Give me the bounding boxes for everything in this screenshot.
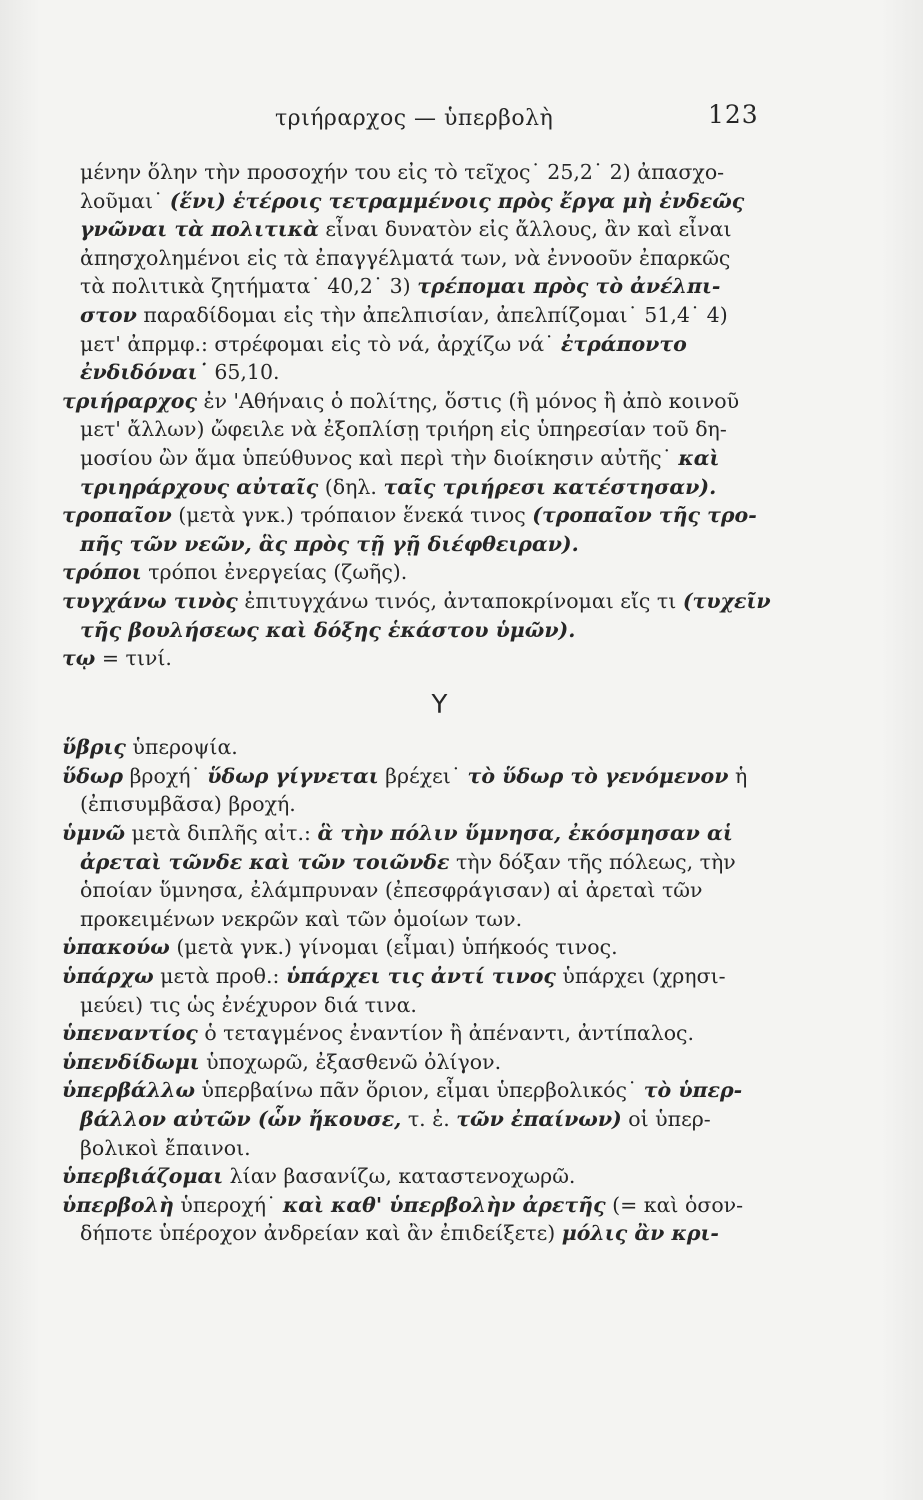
text-line: τὰ πολιτικὰ ζητήματα˙ 40,2˙ 3) τρέπομαι πρὸς τὸ ἀνέλπι- bbox=[80, 274, 721, 299]
headword: ὑπερβολὴ bbox=[62, 1192, 174, 1217]
text-line: μένην ὅλην τὴν προσοχήν του εἰς τὸ τεῖχος˙ 25,2˙ 2) ἀπασχο- bbox=[80, 160, 725, 184]
entry-hyperbiazomai: ὑπερβιάζομαι λίαν βασανίζω, καταστενοχωρῶ. bbox=[62, 1164, 576, 1189]
text-line: προκειμένων νεκρῶν καὶ τῶν ὁμοίων των. bbox=[80, 906, 523, 931]
headword: ὕβρις bbox=[62, 735, 126, 760]
headword: ὑπάρχω bbox=[62, 964, 154, 989]
entry-hypendidomi: ὑπενδίδωμι ὑποχωρῶ, ἐξασθενῶ ὀλίγον. bbox=[62, 1049, 502, 1074]
headword: ὑμνῶ bbox=[62, 821, 125, 846]
text-line: δήποτε ὑπέροχον ἀνδρείαν καὶ ἂν ἐπιδείξετε) μόλις ἂν κρι- bbox=[80, 1221, 719, 1246]
text-line: (ἐπισυμβᾶσα) βροχή. bbox=[80, 792, 296, 817]
entry-hyperbole: ὑπερβολὴ ὑπεροχή˙ καὶ καθ' ὑπερβολὴν ἀρετῆς (= καὶ ὁσον- bbox=[62, 1192, 744, 1217]
text-line: ἀρεταὶ τῶνδε καὶ τῶν τοιῶνδε τὴν δόξαν τῆς πόλεως, τὴν bbox=[80, 849, 736, 874]
entry-tygchano: τυγχάνω τινὸς ἐπιτυγχάνω τινός, ἀνταποκρίνομαι εἴς τι (τυχεῖν bbox=[62, 588, 771, 613]
headword: τριήραρχος bbox=[62, 388, 197, 413]
entry-hyperballo: ὑπερβάλλω ὑπερβαίνω πᾶν ὅριον, εἶμαι ὑπερβολικός˙ τὸ ὑπερ- bbox=[62, 1078, 743, 1103]
entry-hydor: ὕδωρ βροχή˙ ὕδωρ γίγνεται βρέχει˙ τὸ ὕδωρ τὸ γενόμενον ἡ bbox=[62, 763, 748, 788]
entry-tropaion: τροπαῖον (μετὰ γνκ.) τρόπαιον ἕνεκά τινος (τροπαῖον τῆς τρο- bbox=[62, 503, 757, 528]
headword: ὕδωρ bbox=[62, 763, 124, 788]
headword: ὑπεναντίος bbox=[62, 1021, 198, 1046]
text-line: μοσίου ὢν ἅμα ὑπεύθυνος καὶ περὶ τὴν διοίκησιν αὐτῆς˙ καὶ bbox=[80, 445, 720, 470]
page-number: 123 bbox=[708, 100, 759, 129]
text-line: ἐνδιδόναι˙ 65,10. bbox=[80, 360, 280, 385]
entry-to: τῳ = τινί. bbox=[62, 646, 172, 671]
headword: ὑπερβάλλω bbox=[62, 1078, 195, 1103]
text-line: ὁποίαν ὕμνησα, ἐλάμπρυναν (ἐπεσφράγισαν) αἱ ἀρεταὶ τῶν bbox=[80, 878, 703, 903]
text-line: μετ' ἄλλων) ὤφειλε νὰ ἐξοπλίσῃ τριήρη εἰς ὑπηρεσίαν τοῦ δη- bbox=[80, 417, 727, 442]
headword: τυγχάνω τινὸς bbox=[62, 588, 238, 613]
text-line: στον παραδίδομαι εἰς τὴν ἀπελπισίαν, ἀπελπίζομαι˙ 51,4˙ 4) bbox=[80, 302, 728, 327]
headword: ὑπενδίδωμι bbox=[62, 1049, 200, 1074]
text-line: βάλλον αὐτῶν (ὧν ἤκουσε, τ. ἐ. τῶν ἐπαίνων) οἱ ὑπερ- bbox=[80, 1107, 711, 1131]
text-line: λοῦμαι˙ (ἕνι) ἑτέροις τετραμμένοις πρὸς ἔργα μὴ ἐνδεῶς bbox=[80, 188, 745, 213]
text-line: μετ' ἀπρμφ.: στρέφομαι εἰς τὸ νά, ἀρχίζω νά˙ ἐτράποντο bbox=[80, 331, 687, 356]
headword: τροπαῖον bbox=[62, 503, 172, 528]
page-header bbox=[0, 100, 923, 140]
section-letter: Υ bbox=[431, 689, 448, 720]
entry-hypakouo: ὑπακούω (μετὰ γνκ.) γίνομαι (εἶμαι) ὑπήκοός τινος. bbox=[62, 935, 618, 960]
text-line: πῆς τῶν νεῶν, ἃς πρὸς τῇ γῇ διέφθειραν). bbox=[80, 531, 579, 556]
entry-hybris: ὕβρις ὑπεροψία. bbox=[62, 735, 238, 760]
entry-tririarchos: τριήραρχος ἐν 'Αθήναις ὁ πολίτης, ὅστις (ἢ μόνος ἢ ἀπὸ κοινοῦ bbox=[62, 388, 740, 413]
entry-hypenantios: ὑπεναντίος ὁ τεταγμένος ἐναντίον ἢ ἀπέναντι, ἀντίπαλος. bbox=[62, 1021, 695, 1046]
entry-tropoi: τρόποι τρόποι ἐνεργείας (ζωῆς). bbox=[62, 560, 408, 585]
headword: ὑπερβιάζομαι bbox=[62, 1164, 224, 1189]
entry-hymno: ὑμνῶ μετὰ διπλῆς αἰτ.: ἃ τὴν πόλιν ὕμνησα, ἐκόσμησαν αἱ bbox=[62, 821, 733, 846]
text-line: τῆς βουλήσεως καὶ δόξης ἑκάστου ὑμῶν). bbox=[80, 617, 576, 642]
text-line: ἀπησχολημένοι εἰς τὰ ἐπαγγέλματά των, νὰ ἐννοοῦν ἐπαρκῶς bbox=[80, 245, 731, 270]
headword: ὑπακούω bbox=[62, 935, 170, 960]
text-line: βολικοὶ ἔπαινοι. bbox=[80, 1135, 251, 1160]
text-line: μεύει) τις ὡς ἐνέχυρον διά τινα. bbox=[80, 992, 417, 1017]
text-line: γνῶναι τὰ πολιτικὰ εἶναι δυνατὸν εἰς ἄλλους, ἂν καὶ εἶναι bbox=[80, 217, 732, 242]
dictionary-text bbox=[62, 158, 782, 1248]
running-title: τριήραρχος — ὑπερβολὴ bbox=[275, 106, 554, 131]
entry-hyparcho: ὑπάρχω μετὰ προθ.: ὑπάρχει τις ἀντί τινος ὑπάρχει (χρησι- bbox=[62, 964, 726, 989]
text-line: τριηράρχους αὐταῖς (δηλ. ταῖς τριήρεσι κατέστησαν). bbox=[80, 474, 717, 499]
headword: τῳ bbox=[62, 646, 96, 671]
headword: τρόποι bbox=[62, 560, 142, 585]
